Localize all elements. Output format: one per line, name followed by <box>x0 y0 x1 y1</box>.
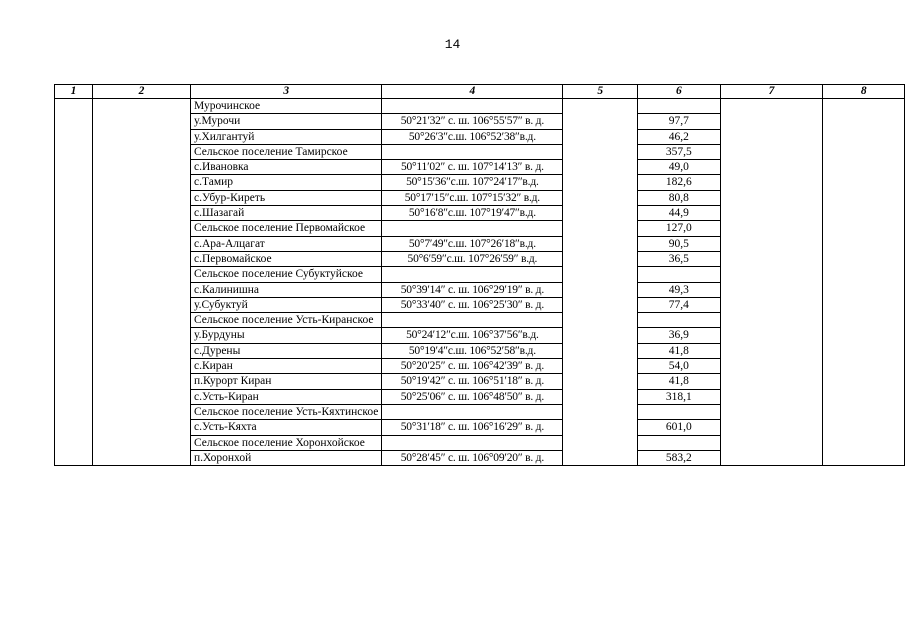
coordinates-cell: 50°31′18″ с. ш. 106°16′29″ в. д. <box>382 420 563 435</box>
settlement-name: Сельское поселение Хоронхойское <box>191 435 382 450</box>
coordinates-cell: 50°19′42″ с. ш. 106°51′18″ в. д. <box>382 374 563 389</box>
value-cell: 49,3 <box>638 282 720 297</box>
settlement-name: Сельское поселение Первомайское <box>191 221 382 236</box>
coordinates-cell: 50°33′40″ с. ш. 106°25′30″ в. д. <box>382 297 563 312</box>
settlement-name: Сельское поселение Субуктуйское <box>191 267 382 282</box>
place-name: с.Усть-Киран <box>191 389 382 404</box>
coordinates-cell: 50°17′15″с.ш. 107°15′32″ в.д. <box>382 190 563 205</box>
coordinates-cell: 50°7′49″с.ш. 107°26′18″в.д. <box>382 236 563 251</box>
table-row <box>55 99 905 114</box>
coordinates-cell: 50°6′59″с.ш. 107°26′59″ в.д. <box>382 251 563 266</box>
column-header: 1 <box>55 85 93 99</box>
settlement-name: Сельское поселение Тамирское <box>191 144 382 159</box>
coordinates-cell: 50°11′02″ с. ш. 107°14′13″ в. д. <box>382 160 563 175</box>
col1-cell <box>55 99 93 466</box>
coordinates-cell: 50°15′36″с.ш. 107°24′17″в.д. <box>382 175 563 190</box>
table-body <box>55 99 905 466</box>
column-header: 3 <box>191 85 382 99</box>
settlement-name: Сельское поселение Усть-Кяхтинское <box>191 404 382 419</box>
column-header: 8 <box>823 85 905 99</box>
value-cell <box>638 435 720 450</box>
coordinates-cell: 50°26′3″с.ш. 106°52′38″в.д. <box>382 129 563 144</box>
value-cell: 44,9 <box>638 206 720 221</box>
coordinates-cell: 50°39′14″ с. ш. 106°29′19″ в. д. <box>382 282 563 297</box>
coordinates-cell <box>382 99 563 114</box>
column-header: 5 <box>563 85 638 99</box>
coordinates-cell <box>382 435 563 450</box>
value-cell: 54,0 <box>638 359 720 374</box>
col7-cell <box>720 99 823 466</box>
value-cell <box>638 313 720 328</box>
coordinates-cell: 50°25′06″ с. ш. 106°48′50″ в. д. <box>382 389 563 404</box>
value-cell: 41,8 <box>638 374 720 389</box>
coordinates-cell: 50°21′32″ с. ш. 106°55′57″ в. д. <box>382 114 563 129</box>
place-name: с.Киран <box>191 359 382 374</box>
coordinates-cell <box>382 313 563 328</box>
place-name: с.Дурены <box>191 343 382 358</box>
place-name: Мурочинское <box>191 99 382 114</box>
coordinates-cell <box>382 404 563 419</box>
value-cell: 601,0 <box>638 420 720 435</box>
place-name: у.Мурочи <box>191 114 382 129</box>
place-name: с.Первомайское <box>191 251 382 266</box>
place-name: с.Ара-Алцагат <box>191 236 382 251</box>
settlements-table <box>54 84 905 466</box>
place-name: у.Бурдуны <box>191 328 382 343</box>
place-name: п.Курорт Киран <box>191 374 382 389</box>
value-cell: 80,8 <box>638 190 720 205</box>
column-header: 7 <box>720 85 823 99</box>
place-name: с.Убур-Киреть <box>191 190 382 205</box>
value-cell: 182,6 <box>638 175 720 190</box>
place-name: с.Калинишна <box>191 282 382 297</box>
value-cell: 36,5 <box>638 251 720 266</box>
value-cell: 127,0 <box>638 221 720 236</box>
value-cell: 90,5 <box>638 236 720 251</box>
coordinates-cell <box>382 221 563 236</box>
coordinates-cell: 50°24′12″с.ш. 106°37′56″в.д. <box>382 328 563 343</box>
place-name: у.Хилгантуй <box>191 129 382 144</box>
place-name: с.Ивановка <box>191 160 382 175</box>
place-name: у.Субуктуй <box>191 297 382 312</box>
col5-cell <box>563 99 638 466</box>
value-cell: 77,4 <box>638 297 720 312</box>
column-header: 6 <box>638 85 720 99</box>
page-number: 14 <box>444 37 461 52</box>
value-cell: 583,2 <box>638 450 720 465</box>
value-cell: 318,1 <box>638 389 720 404</box>
value-cell: 357,5 <box>638 144 720 159</box>
coordinates-cell: 50°19′4″с.ш. 106°52′58″в.д. <box>382 343 563 358</box>
value-cell <box>638 404 720 419</box>
col2-cell <box>92 99 190 466</box>
coordinates-cell: 50°20′25″ с. ш. 106°42′39″ в. д. <box>382 359 563 374</box>
place-name: с.Шазагай <box>191 206 382 221</box>
column-header: 2 <box>92 85 190 99</box>
settlement-name: Сельское поселение Усть-Киранское <box>191 313 382 328</box>
value-cell: 46,2 <box>638 129 720 144</box>
column-header: 4 <box>382 85 563 99</box>
value-cell: 41,8 <box>638 343 720 358</box>
col8-cell <box>823 99 905 466</box>
header-row <box>55 85 905 99</box>
value-cell: 36,9 <box>638 328 720 343</box>
place-name: п.Хоронхой <box>191 450 382 465</box>
value-cell <box>638 267 720 282</box>
place-name: с.Усть-Кяхта <box>191 420 382 435</box>
coordinates-cell: 50°16′8″с.ш. 107°19′47″в.д. <box>382 206 563 221</box>
place-name: с.Тамир <box>191 175 382 190</box>
value-cell <box>638 99 720 114</box>
value-cell: 97,7 <box>638 114 720 129</box>
coordinates-cell: 50°28′45″ с. ш. 106°09′20″ в. д. <box>382 450 563 465</box>
coordinates-cell <box>382 267 563 282</box>
value-cell: 49,0 <box>638 160 720 175</box>
coordinates-cell <box>382 144 563 159</box>
